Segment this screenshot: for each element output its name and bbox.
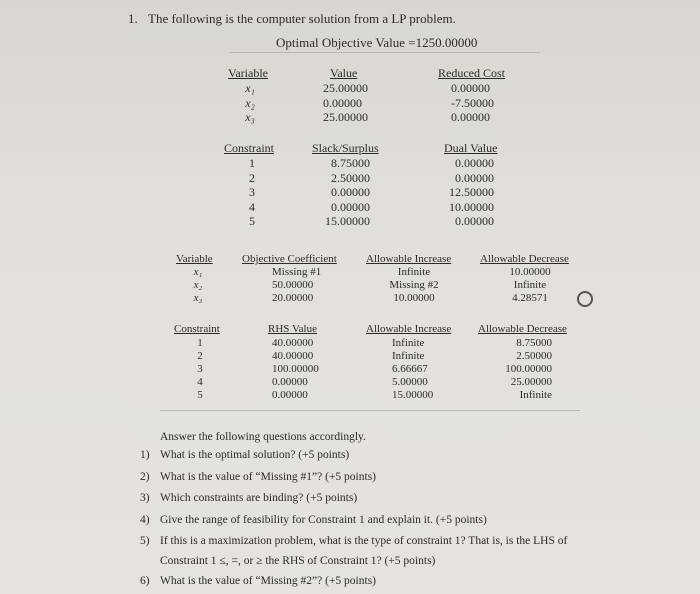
reduced-cost-header: Reduced Cost [438,66,505,80]
table-cell: 2.50000 [516,350,552,362]
table-cell: 25.00000 [323,81,368,95]
variable-column [240,81,260,125]
table-cell: x₃ [193,292,203,304]
allowable-decrease-column [496,337,552,402]
allowable-increase-header: Allowable Increase [366,323,452,335]
reduced-cost-column [451,81,494,125]
table-cell: 15.00000 [392,389,434,401]
table-cell: 0.00000 [331,199,370,214]
table-cell: 25.00000 [510,376,552,388]
allowable-decrease-column [500,266,560,305]
table-cell: 40.00000 [272,337,314,349]
coef-column [272,266,321,305]
question-5-text: If this is a maximization problem, what is the type of constraint 1? That is, is the LHS of [160,535,568,547]
question-5-number: 5) [140,535,150,547]
table-cell: x₂ [193,279,203,291]
question-2-text: What is the value of “Missing #1”? (+5 points) [160,471,376,483]
table-cell: 25.00000 [323,110,368,124]
variable-header: Variable [228,66,268,80]
table-cell: 100.00000 [505,363,552,375]
table-cell: 0.00000 [323,95,362,110]
variable-column [188,266,208,305]
table-cell: 3 [197,363,203,375]
table-cell: 10.00000 [509,266,551,278]
allowable-increase-column [392,337,433,402]
table-cell: 50.00000 [272,279,314,291]
table-cell: x₁ [245,81,255,95]
table-cell: Infinite [519,389,552,401]
table-cell: 0.00000 [272,376,308,388]
question-1-text: What is the optimal solution? (+5 points) [160,449,350,461]
table-cell: 0.00000 [451,81,490,95]
constraint-header: Constraint [174,323,220,335]
table-cell: x₃ [245,110,255,124]
question-6-number: 6) [140,575,150,587]
question-6-text: What is the value of “Missing #2”? (+5 points) [160,575,376,587]
table-cell: 12.50000 [449,185,494,199]
table-cell: 15.00000 [325,214,370,228]
constraint-header: Constraint [224,141,274,155]
divider [230,52,540,53]
question-1-number: 1) [140,449,150,461]
value-header: Value [330,66,358,80]
question-4-number: 4) [140,514,150,526]
dual-header: Dual Value [444,141,498,155]
allowable-decrease-header: Allowable Decrease [480,253,569,265]
question-number: 1. [128,11,138,26]
coef-header: Objective Coefficient [242,253,337,265]
table-cell: 8.75000 [331,156,370,170]
question-intro: The following is the computer solution from a LP problem. [148,11,456,26]
table-cell: 10.00000 [393,292,435,304]
table-cell: Missing #2 [389,279,439,291]
objective-value: Optimal Objective Value =1250.00000 [276,35,478,50]
constraint-column [192,337,208,402]
table-cell: 1 [249,156,255,170]
table-cell: Infinite [392,337,425,349]
table-cell: 6.66667 [392,363,428,375]
allowable-increase-column [382,266,446,305]
table-cell: 2 [197,350,203,362]
radio-circle-icon [577,291,593,307]
variable-header: Variable [176,253,213,265]
table-cell: Infinite [513,279,547,291]
rhs-header: RHS Value [268,323,317,335]
table-cell: 0.00000 [455,170,494,185]
question-4-text: Give the range of feasibility for Constraint 1 and explain it. (+5 points) [160,514,487,526]
allowable-decrease-header: Allowable Decrease [478,323,567,335]
table-cell: 0.00000 [331,185,370,199]
divider [160,410,580,411]
table-cell: -7.50000 [451,95,494,110]
table-cell: x₂ [245,95,255,110]
slack-header: Slack/Surplus [312,141,379,155]
table-cell: 3 [249,185,255,199]
table-cell: 0.00000 [455,214,494,228]
table-cell: x₁ [193,266,203,278]
table-cell: 2.50000 [331,170,370,185]
table-cell: 10.00000 [449,199,494,214]
table-cell: 8.75000 [516,337,552,349]
table-cell: 0.00000 [451,110,490,124]
question-3-number: 3) [140,492,150,504]
table-cell: 40.00000 [272,350,314,362]
table-cell: 4 [197,376,203,388]
table-cell: Missing #1 [272,266,322,278]
slack-column [318,156,370,229]
table-cell: 5 [249,214,255,228]
table-cell: 5 [197,389,203,401]
table-cell: 2 [249,170,255,185]
constraint-column [244,156,260,229]
table-cell: 5.00000 [392,376,428,388]
table-cell: 20.00000 [272,292,314,304]
table-cell: Infinite [392,350,425,362]
question-2-number: 2) [140,471,150,483]
question-5-continuation: Constraint 1 ≤, =, or ≥ the RHS of Constraint 1? (+5 points) [160,555,436,567]
table-cell: 4.28571 [512,292,548,304]
rhs-column [272,337,319,402]
table-cell: 0.00000 [455,156,494,170]
table-cell: Infinite [397,266,431,278]
table-cell: 100.00000 [272,363,319,375]
value-column [323,81,368,125]
allowable-increase-header: Allowable Increase [366,253,452,265]
table-cell: 0.00000 [272,389,308,401]
question-3-text: Which constraints are binding? (+5 points) [160,492,358,504]
dual-column [442,156,494,229]
table-cell: 4 [249,199,255,214]
table-cell: 1 [197,337,203,349]
answers-lead: Answer the following questions accordingly. [160,431,366,443]
